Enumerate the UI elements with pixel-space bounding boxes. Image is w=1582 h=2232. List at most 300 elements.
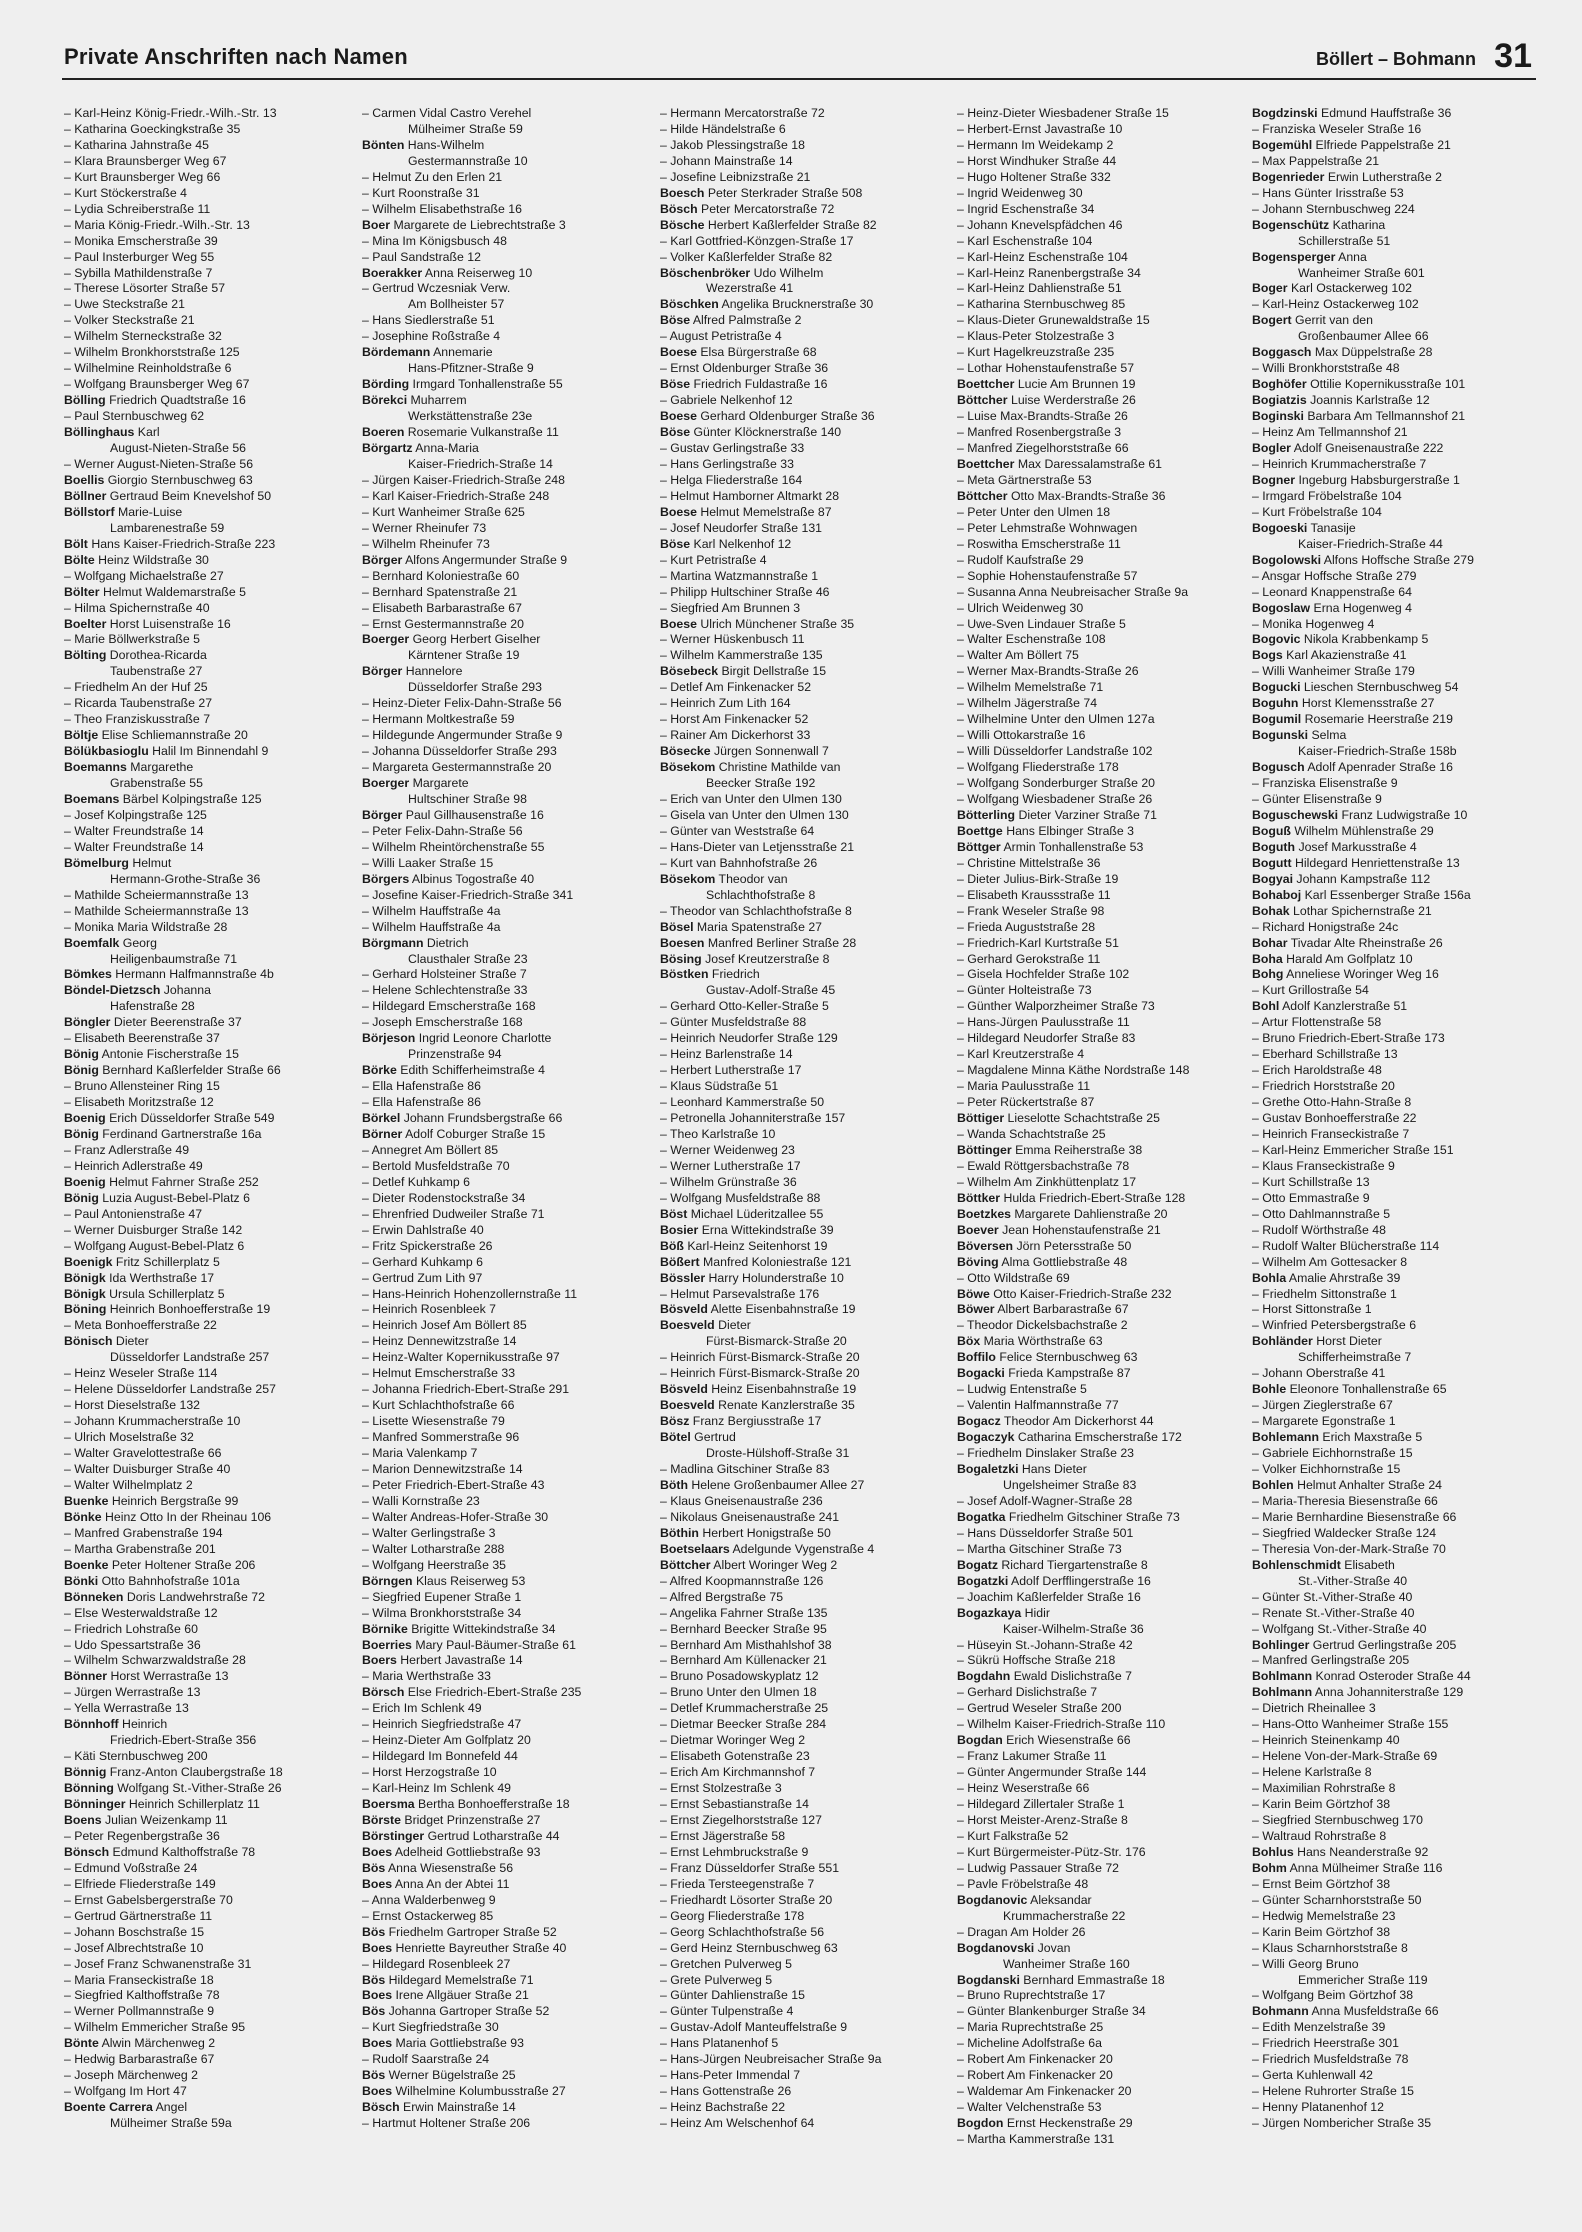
entry: – Kurt van Bahnhofstraße 26 [660,855,818,870]
entry: – Wolfgang Im Hort 47 [64,2084,187,2099]
entry-surname: Bösch Erwin Mainstraße 14 [362,2100,516,2115]
entry-surname: Bönig Bernhard Kaßlerfelder Straße 66 [64,1063,281,1078]
entry: – Hildegard Rosenbleek 27 [362,1956,511,1971]
entry: – Hedwig Barbarastraße 67 [64,2052,215,2067]
entry: – Bruno Allensteiner Ring 15 [64,1079,220,1094]
entry: – Hugo Holtener Straße 332 [957,169,1111,184]
entry: – Roswitha Emscherstraße 11 [957,536,1121,551]
entry: – Wilhelm Memelstraße 71 [957,680,1104,695]
entry-surname: Boguhn Horst Klemensstraße 27 [1252,696,1435,711]
entry: – Hildegunde Angermunder Straße 9 [362,728,563,743]
entry-continuation: Kaiser-Friedrich-Straße 14 [408,456,553,471]
surname: Boes [362,1844,393,1859]
entry: – Margareta Gestermannstraße 20 [362,760,552,775]
entry-surname: Boese Gerhard Oldenburger Straße 36 [660,409,875,424]
entry-surname: Boesen Manfred Berliner Straße 28 [660,935,857,950]
surname: Bönig [64,1127,99,1141]
surname: Boha [1252,951,1283,966]
entry: – Klaus Scharnhorststraße 8 [1252,1940,1408,1955]
entry: – Gerd Heinz Sternbuschweg 63 [660,1940,838,1955]
surname: Bönnhoff [64,1717,119,1732]
surname: Bogiatzis [1252,393,1307,408]
entry: – Bruno Posadowskyplatz 12 [660,1669,819,1684]
surname: Bönig [64,1063,99,1078]
entry: – Horst Dieselstraße 132 [64,1398,201,1413]
entry: – Pavle Fröbelstraße 48 [957,1876,1089,1891]
entry: – Maria Paulusstraße 11 [957,1079,1091,1094]
entry: – Artur Flottenstraße 58 [1252,1015,1382,1030]
entry: – Günter Scharnhorststraße 50 [1252,1892,1422,1907]
entry-surname: Bogunski Selma [1252,728,1347,743]
entry: – Helmut Parsevalstraße 176 [660,1286,820,1301]
entry: – Maria Valenkamp 7 [362,1446,478,1461]
entry: – Grethe Otto-Hahn-Straße 8 [1252,1095,1412,1110]
entry: – Wolfgang Musfeldstraße 88 [660,1190,821,1205]
entry: – Günter Tulpenstraße 4 [660,2004,794,2019]
surname: Bohg [1252,967,1284,982]
entry: – Wilhelm Schwarzwaldstraße 28 [64,1653,246,1668]
entry: – Wilhelm Rheinufer 73 [362,536,490,551]
surname: Bosier [660,1222,699,1237]
entry-continuation: St.-Vither-Straße 40 [1298,1573,1408,1588]
entry: – Wilhelm Hauffstraße 4a [362,919,501,934]
entry: – Ingrid Weidenweg 30 [957,185,1083,200]
entry: – Karl-Heinz Ostackerweg 102 [1252,297,1419,312]
entry: – Bernhard Spatenstraße 21 [362,584,518,599]
entry: – Franz Adlerstraße 49 [64,1142,190,1157]
surname: Börnike [362,1621,408,1636]
entry-surname: Boetzkes Margarete Dahlienstraße 20 [957,1206,1168,1221]
entry: – Johann Krummacherstraße 10 [64,1414,241,1429]
entry: – Herbert-Ernst Javastraße 10 [957,121,1123,136]
entry: – Martha Grabenstraße 201 [64,1541,216,1556]
entry-surname: Boguschewski Franz Ludwigstraße 10 [1252,807,1468,822]
entry: – Helmut Hamborner Altmarkt 28 [660,488,840,503]
entry-continuation: Kaiser-Friedrich-Straße 44 [1298,536,1443,551]
entry: – Walli Kornstraße 23 [362,1493,480,1508]
surname: Böse [660,377,691,392]
surname: Boguß [1252,823,1291,838]
entry: – Walter Andreas-Hofer-Straße 30 [362,1509,549,1524]
entry: – Uwe Steckstraße 21 [64,297,185,312]
entry-surname: Börsch Else Friedrich-Ebert-Straße 235 [362,1685,582,1700]
surname: Bohlinger [1252,1637,1310,1652]
surname: Bogdan [957,1733,1003,1748]
entry: – Volker Steckstraße 21 [64,313,195,328]
entry-surname: Bösecke Jürgen Sonnenwall 7 [660,744,829,759]
entry: – Madlina Gitschiner Straße 83 [660,1462,830,1477]
entry-surname: Böttger Armin Tonhallenstraße 53 [957,839,1144,854]
entry: – Meta Gärtnerstraße 53 [957,472,1092,487]
entry-surname: Börjeson Ingrid Leonore Charlotte [362,1031,552,1046]
entry: – Peter Friedrich-Ebert-Straße 43 [362,1477,545,1492]
entry: – Wanda Schachtstraße 25 [957,1127,1106,1141]
entry: – Manfred Grabenstraße 194 [64,1525,223,1540]
surname: Böschken [660,297,719,312]
entry: – Josef Kolpingstraße 125 [64,807,207,822]
entry: – Elfriede Fliederstraße 149 [64,1876,216,1891]
entry: – Herbert Lutherstraße 17 [660,1063,802,1078]
entry-surname: Börgers Albinus Togostraße 40 [362,871,535,886]
entry: – Wolfgang Sonderburger Straße 20 [957,776,1156,791]
entry-surname: Bohlenschmidt Elisabeth [1252,1557,1395,1572]
entry: – Joseph Märchenweg 2 [64,2068,198,2083]
entry: – Friedrich-Karl Kurtstraße 51 [957,935,1119,950]
entry-surname: Boemfalk Georg [64,935,157,950]
entry-surname: Bölter Helmut Waldemarstraße 5 [64,584,246,599]
entry-surname: Bogdan Erich Wiesenstraße 66 [957,1733,1131,1748]
surname: Böttker [957,1190,1001,1205]
surname: Bönninger [64,1797,126,1812]
entry: – Detlef Am Finkenacker 52 [660,680,812,695]
entry-surname: Böndel-Dietzsch Johanna [64,983,211,998]
entry: – Dietrich Rheinallee 3 [1252,1701,1376,1716]
entry: – Friedrich Heerstraße 301 [1252,2036,1399,2051]
entry: – Philipp Hultschiner Straße 46 [660,584,830,599]
surname: Boginski [1252,409,1304,424]
entry-surname: Bördemann Annemarie [362,345,493,360]
entry-continuation: Hermann-Grothe-Straße 36 [110,871,261,886]
surname: Bogatka [957,1509,1006,1524]
surname: Böthin [660,1525,699,1540]
entry-surname: Bösveld Alette Eisenbahnstraße 19 [660,1302,856,1317]
surname: Bogutt [1252,855,1292,870]
surname: Boese [660,504,697,519]
surname: Böstken [660,967,709,982]
entry-surname: Boes Wilhelmine Kolumbusstraße 27 [362,2084,566,2099]
entry: – Horst Am Finkenacker 52 [660,712,809,727]
entry: – Hans Siedlerstraße 51 [362,313,495,328]
entry-surname: Bogler Adolf Gneisenaustraße 222 [1252,441,1444,456]
entry: – Marie Bernhardine Biesenstraße 66 [1252,1509,1457,1524]
entry: – Gustav-Adolf Manteuffelstraße 9 [660,2020,848,2035]
entry-surname: Bohak Lothar Spichernstraße 21 [1252,903,1432,918]
surname: Bohla [1252,1270,1287,1285]
entry: – Heinz-Dieter Am Golfplatz 20 [362,1733,531,1748]
entry: – Maria-Theresia Biesenstraße 66 [1252,1493,1438,1508]
surname: Bogovic [1252,632,1301,647]
entry-surname: Bohla Amalie Ahrstraße 39 [1252,1270,1401,1285]
entry-surname: Börekci Muharrem [362,393,467,408]
surname: Bohlen [1252,1477,1294,1492]
surname: Boemans [64,791,120,806]
entry-surname: Bönki Otto Bahnhofstraße 101a [64,1573,240,1588]
surname: Bösch [660,201,698,216]
entry: – Werner Pollmannstraße 9 [64,2004,215,2019]
entry: – Maria Franseckistraße 18 [64,1972,214,1987]
entry-surname: Bölting Dorothea-Ricarda [64,648,207,663]
entry-surname: Bötel Gertrud [660,1430,736,1445]
entry-surname: Bönten Hans-Wilhelm [362,137,485,152]
surname: Bogoeski [1252,520,1308,535]
entry-continuation: Wezerstraße 41 [706,281,794,296]
entry-continuation: Heiligenbaumstraße 71 [110,951,238,966]
entry: – Wilhelm Kaiser-Friedrich-Straße 110 [957,1717,1166,1732]
entry: – Ernst Ostackerweg 85 [362,1908,494,1923]
entry-surname: Boger Karl Ostackerweg 102 [1252,281,1412,296]
surname: Bösebeck [660,664,719,679]
surname: Boellis [64,472,105,487]
entry: – Eberhard Schillstraße 13 [1252,1047,1398,1062]
entry-surname: Bogatzki Adolf Derfflingerstraße 16 [957,1573,1151,1588]
entry: – Hans-Otto Wanheimer Straße 155 [1252,1717,1449,1732]
entry: – Karl Gottfried-Könzgen-Straße 17 [660,233,854,248]
entry-surname: Bönig Luzia August-Bebel-Platz 6 [64,1190,250,1205]
entry-continuation: Gestermannstraße 10 [408,153,528,168]
entry-continuation: Lambarenestraße 59 [110,520,225,535]
entry-surname: Bölling Friedrich Quadtstraße 16 [64,393,246,408]
entry-surname: Boffilo Felice Sternbuschweg 63 [957,1350,1138,1365]
entry: – Wilma Bronkhorststraße 34 [362,1605,522,1620]
entry-surname: Boese Ulrich Münchener Straße 35 [660,616,855,631]
entry: – Ulrich Moselstraße 32 [64,1430,194,1445]
entry: – Lothar Hohenstaufenstraße 57 [957,361,1135,376]
entry: – Friedrich Horststraße 20 [1252,1079,1395,1094]
entry: – Katharina Jahnstraße 45 [64,137,209,152]
entry: – Hildegard Emscherstraße 168 [362,999,536,1014]
entry: – Rudolf Saarstraße 24 [362,2052,490,2067]
surname: Boesch [660,185,705,200]
entry: – Magdalene Minna Käthe Nordstraße 148 [957,1063,1190,1078]
entry-surname: Böstken Friedrich [660,967,760,982]
entry: – Werner August-Nieten-Straße 56 [64,456,254,471]
surname: Bohlmann [1252,1669,1313,1684]
entry: – Gabriele Nelkenhof 12 [660,393,793,408]
entry: – Wolfgang St.-Vither-Straße 40 [1252,1621,1427,1636]
surname: Bohlmann [1252,1685,1313,1700]
entry-surname: Boeren Rosemarie Vulkanstraße 11 [362,425,559,440]
entry: – Else Westerwaldstraße 12 [64,1605,218,1620]
surname: Bönigk [64,1286,106,1301]
entry: – Dietmar Beecker Straße 284 [660,1717,827,1732]
entry-surname: Börger Paul Gillhausenstraße 16 [362,807,544,822]
entry: – Dragan Am Holder 26 [957,1924,1086,1939]
surname: Böllinghaus [64,425,135,440]
surname: Börner [362,1127,403,1141]
surname: Böst [660,1206,688,1221]
entry: – Wilhelm Elisabethstraße 16 [362,201,522,216]
entry: – Heinz Bachstraße 22 [660,2100,786,2115]
entry: – Katharina Goeckingkstraße 35 [64,121,241,136]
surname: Bönigk [64,1270,106,1285]
entry: – Manfred Rosenbergstraße 3 [957,425,1122,440]
entry: – Josef Franz Schwanenstraße 31 [64,1956,252,1971]
entry: – Christine Mittelstraße 36 [957,855,1101,870]
surname: Böwer [957,1302,995,1317]
surname: Bönsch [64,1844,110,1859]
entry: – Peter Felix-Dahn-Straße 56 [362,823,523,838]
entry: – Yella Werrastraße 13 [64,1701,189,1716]
entry-surname: Bösz Franz Bergiusstraße 17 [660,1414,822,1429]
entry: – Gerhard Gerokstraße 11 [957,951,1101,966]
entry-surname: Böse Günter Klöcknerstraße 140 [660,425,842,440]
entry: – Paul Sternbuschweg 62 [64,409,205,424]
entry: – Hans Günter Irisstraße 53 [1252,185,1404,200]
entry-surname: Bohl Adolf Kanzlerstraße 51 [1252,999,1408,1014]
entry-surname: Börngen Klaus Reiserweg 53 [362,1573,526,1588]
surname: Börekci [362,393,408,408]
entry: – Manfred Gerlingstraße 205 [1252,1653,1410,1668]
entry-surname: Boesch Peter Sterkrader Straße 508 [660,185,863,200]
surname: Böttcher [957,488,1008,503]
entry: – Hildegard Neudorfer Straße 83 [957,1031,1136,1046]
entry-surname: Börgmann Dietrich [362,935,469,950]
surname: Bogner [1252,472,1296,487]
entry: – Wolfgang Michaelstraße 27 [64,568,224,583]
entry: – Kurt Wanheimer Straße 625 [362,504,525,519]
entry: – Robert Am Finkenacker 20 [957,2068,1113,2083]
entry: – Theresia Von-der-Mark-Straße 70 [1252,1541,1446,1556]
entry-surname: Bohlen Helmut Anhalter Straße 24 [1252,1477,1442,1492]
entry: – Theodor van Schlachthofstraße 8 [660,903,852,918]
surname: Bohlus [1252,1844,1294,1859]
surname: Boguschewski [1252,807,1339,822]
entry: – Gertrud Wczesniak Verw. [362,281,511,296]
entry-continuation: Hafenstraße 28 [110,999,195,1014]
entry: – Jakob Plessingstraße 18 [660,137,805,152]
entry: – Hildegard Im Bonnefeld 44 [362,1749,518,1764]
entry-surname: Bömkes Hermann Halfmannstraße 4b [64,967,274,982]
entry-surname: Bogdanovic Aleksandar [957,1892,1092,1907]
entry-surname: Boerger Margarete [362,776,469,791]
entry-surname: Börner Adolf Coburger Straße 15 [362,1127,546,1141]
entry: – Gerhard Dislichstraße 7 [957,1685,1098,1700]
entry-surname: Börger Hannelore [362,664,463,679]
entry: – Mathilde Scheiermannstraße 13 [64,903,249,918]
entry: – Ella Hafenstraße 86 [362,1079,481,1094]
entry: – Detlef Krummacherstraße 25 [660,1701,829,1716]
entry: – Gustav Bonhoefferstraße 22 [1252,1111,1417,1126]
entry-surname: Boer Margarete de Liebrechtstraße 3 [362,217,566,232]
entry: – Karl Kaiser-Friedrich-Straße 248 [362,488,550,503]
entry-surname: Bogumil Rosemarie Heerstraße 219 [1252,712,1453,727]
surname: Boese [660,345,697,360]
entry-surname: Boesveld Dieter [660,1318,751,1333]
entry-surname: Boente Carrera Angel [64,2100,188,2115]
entry: – Paul Sandstraße 12 [362,249,481,264]
entry-surname: Böttcher Albert Woringer Weg 2 [660,1557,838,1572]
entry: – Bruno Ruprechtstraße 17 [957,1988,1106,2003]
entry: – Micheline Adolfstraße 6a [957,2036,1102,2051]
entry: – Siegfried Am Brunnen 3 [660,600,801,615]
entry-continuation: Schlachthofstraße 8 [706,887,816,902]
entry-surname: Bömelburg Helmut [64,855,172,870]
entry: – Günter Musfeldstraße 88 [660,1015,807,1030]
entry: – Hans-Dieter van Letjensstraße 21 [660,839,855,854]
surname: Böse [660,536,691,551]
entry: – Otto Emmastraße 9 [1252,1190,1370,1205]
entry-surname: Boesveld Renate Kanzlerstraße 35 [660,1398,855,1413]
surname: Boesen [660,935,705,950]
entry: – Joseph Emscherstraße 168 [362,1015,523,1030]
entry: – Walter Freundstraße 14 [64,839,204,854]
entry-surname: Böß Karl-Heinz Seitenhorst 19 [660,1238,828,1253]
surname: Bogenrieder [1252,169,1325,184]
surname: Bogucki [1252,680,1301,695]
surname: Börger [362,552,403,567]
entry: – Wilhelm Am Zinkhüttenplatz 17 [957,1174,1137,1189]
entry-continuation: Clausthaler Straße 23 [408,951,528,966]
entry-surname: Börding Irmgard Tonhallenstraße 55 [362,377,563,392]
entry: – Sybilla Mathildenstraße 7 [64,265,213,280]
surname: Bogs [1252,648,1283,663]
entry-continuation: Kärntener Straße 19 [408,648,520,663]
entry: – Therese Lösorter Straße 57 [64,281,226,296]
entry: – Monika Emscherstraße 39 [64,233,218,248]
entry: – Friedhardt Lösorter Straße 20 [660,1892,833,1907]
entry: – Walter Freundstraße 14 [64,823,204,838]
entry-surname: Bölükbasioglu Halil Im Binnendahl 9 [64,744,269,759]
entry: – Werner Duisburger Straße 142 [64,1222,243,1237]
surname: Bogdanovic [957,1892,1028,1907]
entry: – August Petristraße 4 [660,329,782,344]
surname: Boelter [64,616,107,631]
surname: Bönner [64,1669,108,1684]
entry: – Hans-Jürgen Paulusstraße 11 [957,1015,1130,1030]
surname: Boese [660,409,697,424]
surname: Bölükbasioglu [64,744,149,759]
entry: – Heinz Am Welschenhof 64 [660,2116,815,2131]
entry-surname: Böschken Angelika Brucknerstraße 30 [660,297,874,312]
entry: – Peter Lehmstraße Wohnwagen [957,520,1138,535]
surname: Börsch [362,1685,405,1700]
entry: – Kurt Roonstraße 31 [362,185,480,200]
entry: – Heinrich Franseckistraße 7 [1252,1127,1410,1141]
entry: – Frieda Auguststraße 28 [957,919,1096,934]
surname: Boetzkes [957,1206,1011,1221]
entry: – Ernst Jägerstraße 58 [660,1828,786,1843]
surname: Böschenbröker [660,265,751,280]
page-number: 31 [1494,37,1532,75]
surname: Bogaletzki [957,1462,1019,1477]
entry: – Dietmar Woringer Weg 2 [660,1733,806,1748]
entry: – Günther Walporzheimer Straße 73 [957,999,1155,1014]
entry: – Robert Am Finkenacker 20 [957,2052,1113,2067]
entry: – Waltraud Rohrstraße 8 [1252,1828,1387,1843]
entry: – Kurt Siegfriedstraße 30 [362,2020,499,2035]
surname: Boes [362,1876,393,1891]
entry-continuation: Schifferheimstraße 7 [1298,1350,1412,1365]
entry: – Johanna Düsseldorfer Straße 293 [362,744,557,759]
surname: Bogacki [957,1366,1005,1381]
entry: – Uwe-Sven Lindauer Straße 5 [957,616,1126,631]
surname: Börgmann [362,935,424,950]
entry: – Mina Im Königsbusch 48 [362,233,507,248]
entry: – Kurt Petristraße 4 [660,552,767,567]
entry-surname: Bogdahn Ewald Dislichstraße 7 [957,1669,1132,1684]
surname: Boersma [362,1797,415,1812]
entry: – Peter Rückertstraße 87 [957,1095,1095,1110]
surname: Böttiger [957,1111,1005,1126]
entry: – Hans-Heinrich Hohenzollernstraße 11 [362,1286,578,1301]
entry-surname: Bosier Erna Wittekindstraße 39 [660,1222,834,1237]
entry-surname: Bohaboj Karl Essenberger Straße 156a [1252,887,1471,902]
surname: Boettcher [957,377,1015,392]
entry-continuation: Großenbaumer Allee 66 [1298,329,1429,344]
entry-surname: Bös Anna Wiesenstraße 56 [362,1860,514,1875]
entry: – Günter Elisenstraße 9 [1252,791,1382,806]
entry-surname: Bohländer Horst Dieter [1252,1334,1382,1349]
entry: – Wolfgang Braunsberger Weg 67 [64,377,250,392]
entry-surname: Bönte Alwin Märchenweg 2 [64,2036,216,2051]
entry: – Heinz Am Tellmannshof 21 [1252,425,1408,440]
entry-continuation: Kaiser-Wilhelm-Straße 36 [1003,1621,1144,1636]
entry-surname: Böse Alfred Palmstraße 2 [660,313,802,328]
entry-surname: Boerries Mary Paul-Bäumer-Straße 61 [362,1637,576,1652]
entry-surname: Bohm Anna Mülheimer Straße 116 [1252,1860,1443,1875]
entry: – Mathilde Scheiermannstraße 13 [64,887,249,902]
entry: – Wilhelm Rheintörchenstraße 55 [362,839,545,854]
